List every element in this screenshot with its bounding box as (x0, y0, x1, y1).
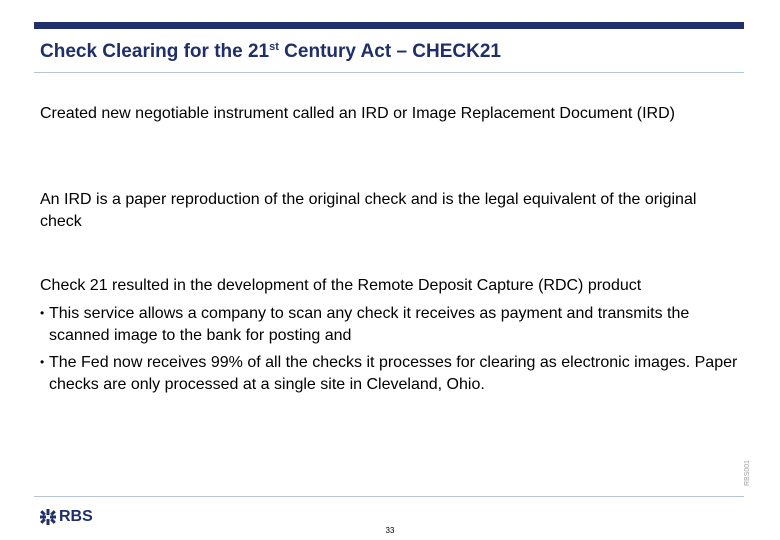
slide-title-suffix: Century Act – CHECK21 (278, 41, 501, 62)
bullet-text: This service allows a company to scan any check it receives as payment and transmits the scanned image to the bank for posting and (49, 305, 690, 344)
footer-divider (34, 496, 744, 497)
bullet-marker: • (40, 355, 45, 369)
title-divider (34, 72, 744, 73)
side-document-code: RBS001 (744, 459, 751, 487)
bullet-marker: • (40, 306, 45, 320)
rbs-daisy-wheel-icon (40, 509, 56, 525)
paragraph-ird-instrument: Created new negotiable instrument called an IRD or Image Replacement Document (IRD) (40, 105, 675, 122)
slide-title (40, 41, 501, 63)
bullet-item (40, 352, 745, 396)
slide-title-prefix: Check Clearing for the 21 (40, 41, 270, 62)
bullet-text: The Fed now receives 99% of all the checks it processes for clearing as electronic images. Paper checks are only processed at a single site in Cleveland, Ohio. (49, 354, 738, 393)
rbs-logo (40, 508, 93, 526)
header-bar (34, 22, 744, 29)
logo-wordmark: RBS (59, 508, 93, 525)
paragraph-rdc-product: Check 21 resulted in the development of the Remote Deposit Capture (RDC) product (40, 277, 642, 294)
bullet-item (40, 303, 745, 347)
page-number: 33 (385, 526, 395, 535)
paragraph-ird-definition: An IRD is a paper reproduction of the original check and is the legal equivalent of the original check (40, 191, 697, 230)
slide-title-superscript: st (269, 41, 279, 53)
